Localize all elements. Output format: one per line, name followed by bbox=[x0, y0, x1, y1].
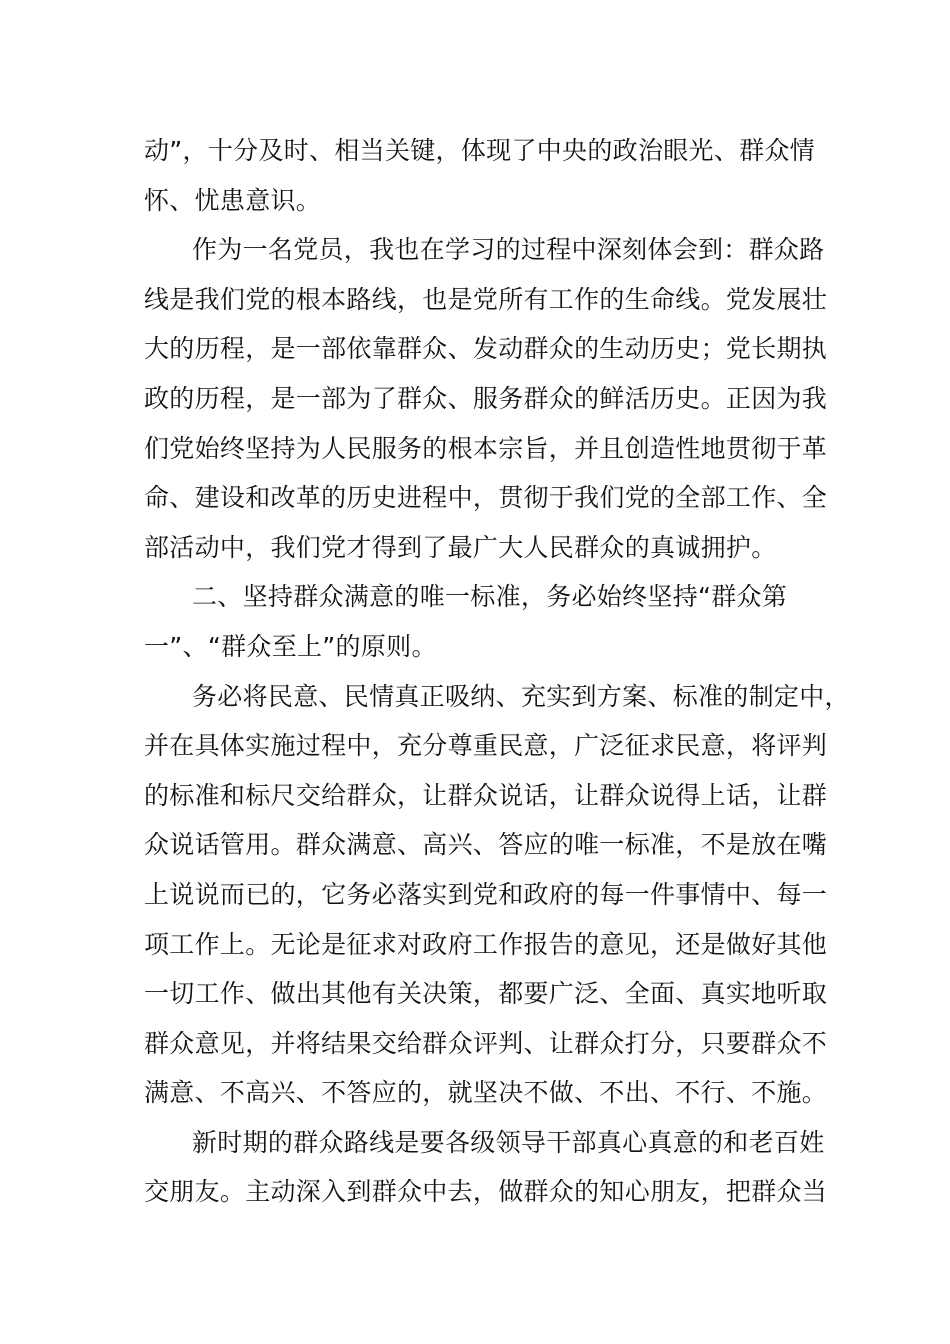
section-heading-line: 一”、“群众至上”的原则。 bbox=[144, 631, 437, 661]
text-line: 的标准和标尺交给群众，让群众说话，让群众说得上话，让群 bbox=[144, 780, 828, 810]
text-line: 怀、忧患意识。 bbox=[144, 185, 322, 215]
section-heading-line: 二、坚持群众满意的唯一标准，务必始终坚持“群众第 bbox=[192, 582, 788, 612]
text-line: 项工作上。无论是征求对政府工作报告的意见，还是做好其他 bbox=[144, 929, 828, 959]
body-text bbox=[144, 126, 850, 1217]
text-line: 众说话管用。群众满意、高兴、答应的唯一标准，不是放在嘴 bbox=[144, 830, 828, 860]
text-line: 并在具体实施过程中，充分尊重民意，广泛征求民意，将评判 bbox=[144, 731, 828, 761]
text-line: 一切工作、做出其他有关决策，都要广泛、全面、真实地听取 bbox=[144, 979, 828, 1009]
text-line: 线是我们党的根本路线，也是党所有工作的生命线。党发展壮 bbox=[144, 284, 828, 314]
text-line: 满意、不高兴、不答应的，就坚决不做、不出、不行、不施。 bbox=[144, 1078, 828, 1108]
text-line: 上说说而已的，它务必落实到党和政府的每一件事情中、每一 bbox=[144, 879, 828, 909]
paragraph-start-line: 务必将民意、民情真正吸纳、充实到方案、标准的制定中， bbox=[192, 681, 850, 711]
text-line: 群众意见，并将结果交给群众评判、让群众打分，只要群众不 bbox=[144, 1028, 828, 1058]
text-line: 交朋友。主动深入到群众中去，做群众的知心朋友，把群众当 bbox=[144, 1177, 828, 1207]
text-line: 命、建设和改革的历史进程中，贯彻于我们党的全部工作、全 bbox=[144, 483, 828, 513]
text-line: 政的历程，是一部为了群众、服务群众的鲜活历史。正因为我 bbox=[144, 383, 828, 413]
paragraph-start-line: 新时期的群众路线是要各级领导干部真心真意的和老百姓 bbox=[192, 1127, 825, 1157]
text-line: 动”，十分及时、相当关键，体现了中央的政治眼光、群众情 bbox=[144, 136, 816, 165]
text-line: 们党始终坚持为人民服务的根本宗旨，并且创造性地贯彻于革 bbox=[144, 433, 828, 463]
text-line: 部活动中，我们党才得到了最广大人民群众的真诚拥护。 bbox=[144, 532, 777, 562]
paragraph-start-line: 作为一名党员，我也在学习的过程中深刻体会到：群众路 bbox=[192, 235, 825, 265]
text-line: 大的历程，是一部依靠群众、发动群众的生动历史；党长期执 bbox=[144, 334, 828, 364]
